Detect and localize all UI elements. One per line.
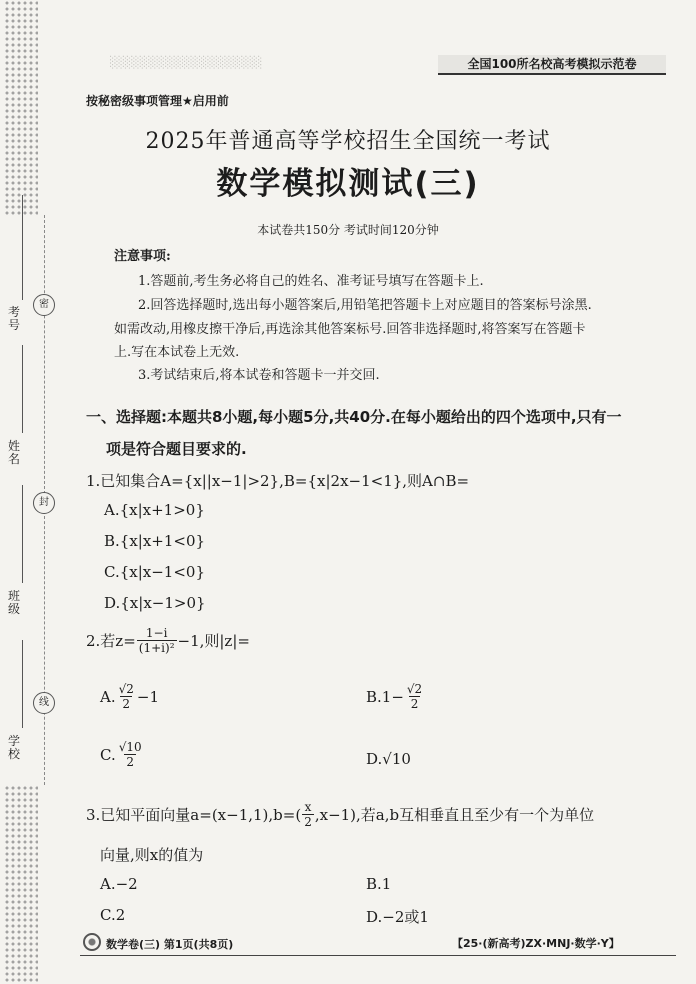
question-1-stem: 1.已知集合A={x||x−1|>2},B={x|2x−1<1},则A∩B= [86, 472, 470, 490]
confidential-notice: 按秘密级事项管理★启用前 [86, 94, 229, 108]
notes-heading: 注意事项: [114, 249, 171, 264]
question-1-option-c: C.{x|x−1<0} [104, 563, 205, 581]
question-3-fraction-denominator: 2 [304, 815, 312, 829]
margin-label-exam-number: 考号 [7, 305, 20, 332]
fill-line-school [22, 640, 23, 728]
question-2-fraction-denominator: (1+i)² [138, 641, 175, 655]
series-banner: 全国100所名校高考模拟示范卷 [438, 55, 666, 75]
q2-c-denominator: 2 [126, 755, 134, 769]
q2-b-label: B.1− [366, 687, 404, 706]
section-heading-line-2: 项是符合题目要求的. [106, 440, 247, 458]
q2-a-tail: −1 [136, 687, 160, 706]
q2-a-denominator: 2 [122, 697, 131, 711]
question-3-line-2: 向量,则x的值为 [100, 846, 204, 864]
bleed-through-text: ░░░░░░░░░░░░░░░░░░ [110, 56, 263, 69]
note-item-3: 3.考试结束后,将本试卷和答题卡一并交回. [138, 368, 380, 383]
q2-b-numerator: √2 [406, 682, 423, 696]
question-3-option-d: D.−2或1 [366, 908, 429, 926]
seal-mark-feng: 封 [33, 492, 55, 514]
question-2-fraction [137, 626, 177, 655]
seal-mark-xian: 线 [33, 692, 55, 714]
binding-dot-pattern-bottom [4, 785, 38, 984]
margin-label-name: 姓名 [7, 439, 20, 466]
seal-mark-mi: 密 [33, 294, 55, 316]
footer-target-icon [83, 933, 101, 951]
question-2-suffix: −1,则|z|= [177, 632, 250, 650]
question-2-stem [86, 626, 250, 655]
question-2-option-c [100, 740, 145, 769]
footer-page-info: 数学卷(三) 第1页(共8页) [106, 938, 234, 951]
section-heading-line-1: 一、选择题:本题共8小题,每小题5分,共40分.在每小题给出的四个选项中,只有一 [86, 408, 622, 426]
question-3-fraction-numerator: x [304, 800, 312, 814]
question-2-fraction-numerator: 1−i [145, 626, 168, 640]
margin-label-class: 班级 [7, 589, 20, 616]
question-2-prefix: 2.若z= [86, 632, 136, 650]
fill-line-exam-number [22, 195, 23, 300]
footer-code: 【25·(新高考)ZX·MNJ·数学·Y】 [452, 937, 620, 950]
question-3-option-c: C.2 [100, 906, 126, 924]
question-3-stem [86, 800, 594, 829]
question-2-option-b [366, 682, 425, 711]
note-item-1: 1.答题前,考生务必将自己的姓名、准考证号填写在答题卡上. [138, 274, 484, 289]
question-2-option-d [366, 750, 411, 768]
q2-a-label: A. [100, 687, 116, 706]
question-1-option-a: A.{x|x+1>0} [104, 501, 205, 519]
question-3-option-a: A.−2 [100, 875, 138, 893]
test-title: 数学模拟测试(三) [216, 166, 480, 202]
note-item-2-line-3: 上.写在本试卷上无效. [114, 345, 240, 360]
question-1-option-d: D.{x|x−1>0} [104, 594, 206, 612]
exam-meta: 本试卷共150分 考试时间120分钟 [257, 223, 439, 237]
q2-c-label: C. [100, 745, 116, 764]
q2-d-value: √10 [382, 750, 411, 768]
question-1-option-b: B.{x|x+1<0} [104, 532, 206, 550]
margin-label-school: 学校 [7, 734, 20, 761]
fill-line-class [22, 485, 23, 583]
question-2-option-a [100, 682, 159, 711]
q2-b-denominator: 2 [410, 697, 419, 711]
question-3-stem-b: ,x−1),若a,b互相垂直且至少有一个为单位 [314, 806, 595, 824]
note-item-2-line-2: 如需改动,用橡皮擦干净后,再选涂其他答案标号.回答非选择题时,将答案写在答题卡 [114, 322, 586, 337]
q2-a-numerator: √2 [118, 682, 134, 696]
question-3-option-b: B.1 [366, 875, 392, 893]
fill-line-name [22, 345, 23, 433]
note-item-2-line-1: 2.回答选择题时,选出每小题答案后,用铅笔把答题卡上对应题目的答案标号涂黑. [138, 298, 592, 313]
q2-d-label: D. [366, 750, 383, 768]
question-3-stem-a: 3.已知平面向量a=(x−1,1),b=( [86, 806, 302, 824]
q2-c-numerator: √10 [118, 740, 142, 754]
footer-rule [80, 955, 676, 956]
exam-title: 2025年普通高等学校招生全国统一考试 [145, 129, 551, 154]
